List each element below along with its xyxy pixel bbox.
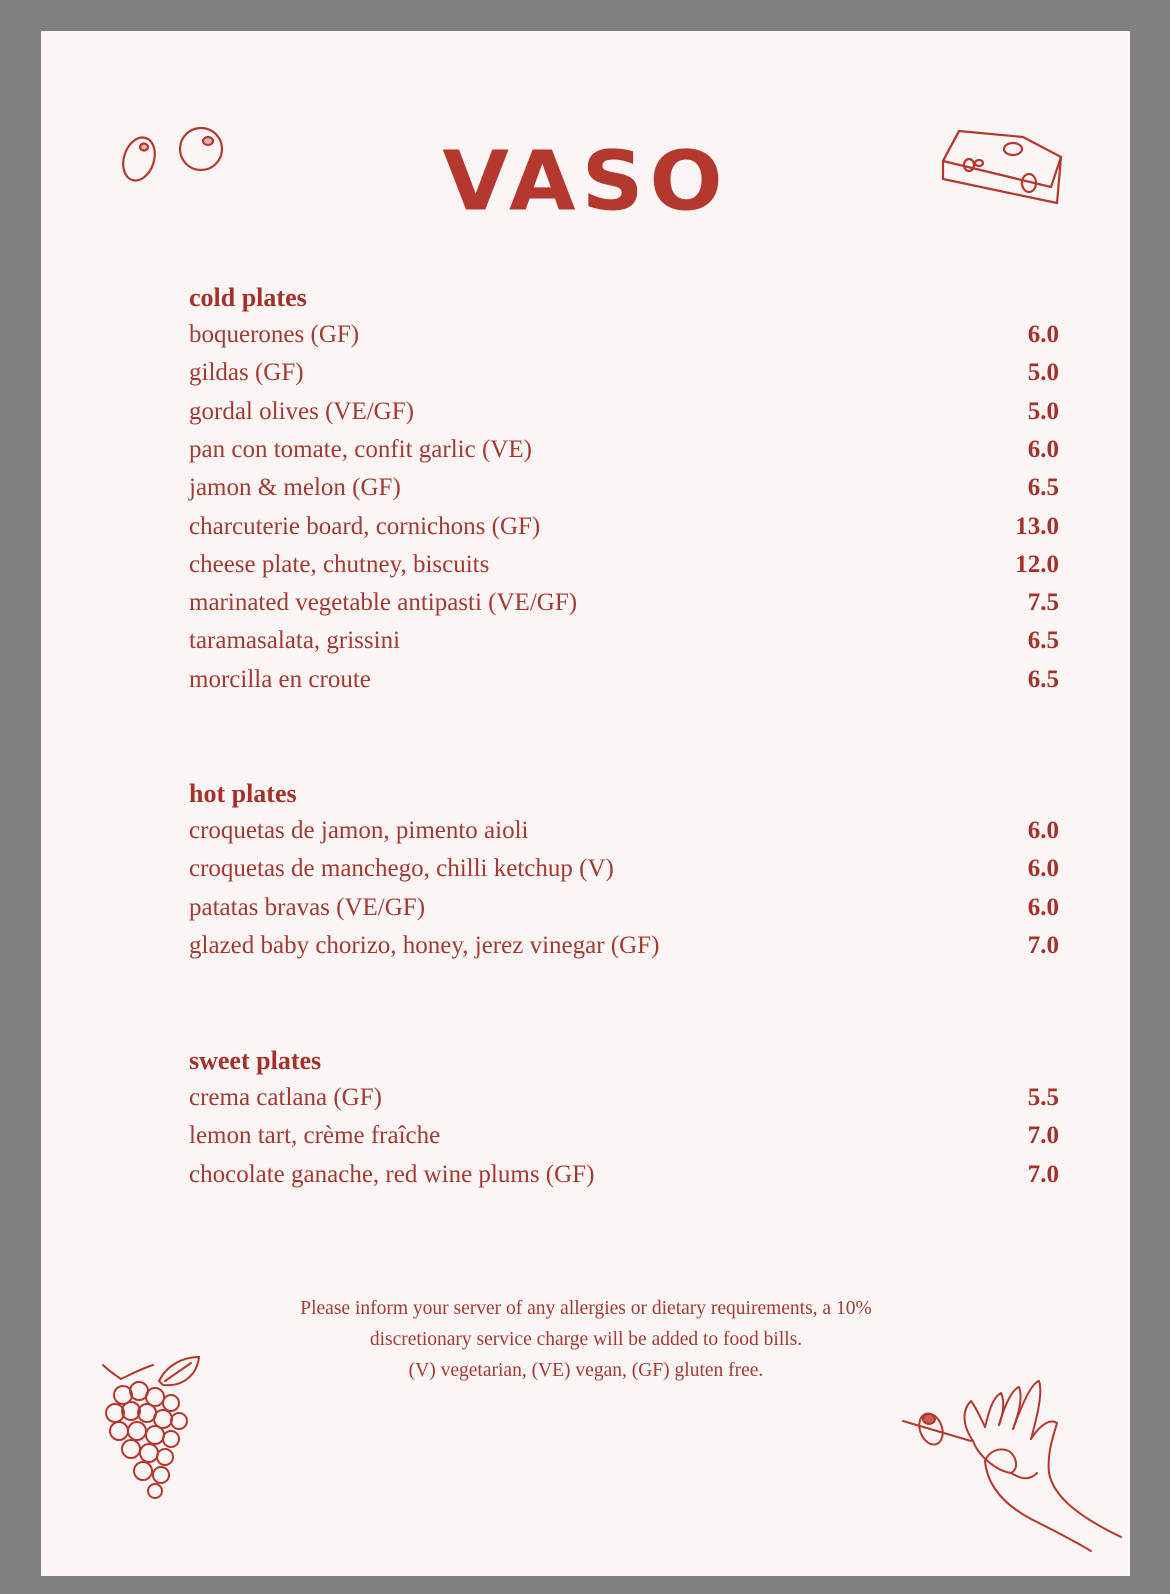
menu-item-price: 7.0	[1027, 1122, 1059, 1150]
menu-item	[189, 855, 1059, 889]
menu-item-price: 6.0	[1027, 435, 1059, 463]
menu-item-name: glazed baby chorizo, honey, jerez vinegar (GF)	[189, 931, 660, 959]
menu-item-name: cheese plate, chutney, biscuits	[189, 550, 490, 578]
menu-item-price: 12.0	[1015, 550, 1059, 578]
menu-item	[189, 627, 1059, 661]
menu-item	[189, 1122, 1059, 1156]
menu-item-name: jamon & melon (GF)	[189, 474, 401, 502]
menu-item-name: taramasalata, grissini	[189, 627, 401, 655]
menu-item-name: charcuterie board, cornichons (GF)	[189, 512, 541, 540]
menu-item-price: 6.5	[1027, 627, 1059, 655]
menu-item	[189, 932, 1059, 966]
menu-item	[189, 1084, 1059, 1118]
menu-item-price: 6.0	[1027, 893, 1059, 921]
grapes-icon	[99, 1351, 209, 1501]
menu-item-price: 6.5	[1027, 665, 1059, 693]
menu-item-name: lemon tart, crème fraîche	[189, 1122, 441, 1150]
cheese-icon	[935, 121, 1065, 211]
menu-item-name: morcilla en croute	[189, 665, 371, 693]
menu-item	[189, 359, 1059, 393]
menu-item-price: 7.0	[1027, 931, 1059, 959]
menu-item-name: boquerones (GF)	[189, 321, 360, 348]
hand-holding-olive-icon	[901, 1353, 1130, 1553]
menu-item-name: marinated vegetable antipasti (VE/GF)	[189, 589, 578, 617]
menu-item	[189, 1161, 1059, 1195]
allergy-notice	[141, 1293, 1031, 1386]
menu-item-price: 6.0	[1027, 817, 1059, 844]
menu-item-name: pan con tomate, confit garlic (VE)	[189, 435, 532, 463]
notice-line-2: discretionary service charge will be added to food bills.	[369, 1329, 803, 1350]
menu-item-price: 5.0	[1027, 359, 1059, 387]
menu-item	[189, 398, 1059, 432]
menu-item-price: 13.0	[1015, 512, 1059, 540]
menu-item	[189, 474, 1059, 508]
menu-item	[189, 551, 1059, 585]
menu-item	[189, 589, 1059, 623]
section-title: cold plates	[189, 283, 307, 312]
menu-item	[189, 321, 1059, 355]
menu-item-price: 6.0	[1027, 321, 1059, 348]
menu-item-price: 5.5	[1027, 1084, 1059, 1111]
section-title: hot plates	[189, 779, 297, 808]
menu-item-name: chocolate ganache, red wine plums (GF)	[189, 1160, 595, 1188]
menu-item	[189, 436, 1059, 470]
menu-item	[189, 666, 1059, 700]
menu-item	[189, 817, 1059, 851]
menu-item-name: crema catlana (GF)	[189, 1084, 382, 1111]
section-title: sweet plates	[189, 1046, 322, 1075]
menu-item-name: croquetas de manchego, chilli ketchup (V)	[189, 855, 614, 883]
menu-item-price: 7.0	[1027, 1160, 1059, 1188]
menu-item-price: 5.0	[1027, 397, 1059, 425]
menu-item-name: croquetas de jamon, pimento aioli	[189, 817, 529, 844]
menu-page	[41, 31, 1130, 1576]
notice-line-1: Please inform your server of any allergies or dietary requirements, a 10%	[300, 1298, 872, 1319]
menu-item	[189, 513, 1059, 547]
notice-line-3: (V) vegetarian, (VE) vegan, (GF) gluten free.	[408, 1360, 764, 1381]
menu-item-price: 7.5	[1027, 589, 1059, 617]
menu-item	[189, 894, 1059, 928]
menu-item-price: 6.0	[1027, 855, 1059, 883]
menu-item-name: gordal olives (VE/GF)	[189, 397, 414, 425]
menu-item-name: patatas bravas (VE/GF)	[189, 893, 426, 921]
menu-item-name: gildas (GF)	[189, 359, 304, 387]
restaurant-logo: VASO	[442, 134, 729, 230]
menu-item-price: 6.5	[1027, 474, 1059, 502]
